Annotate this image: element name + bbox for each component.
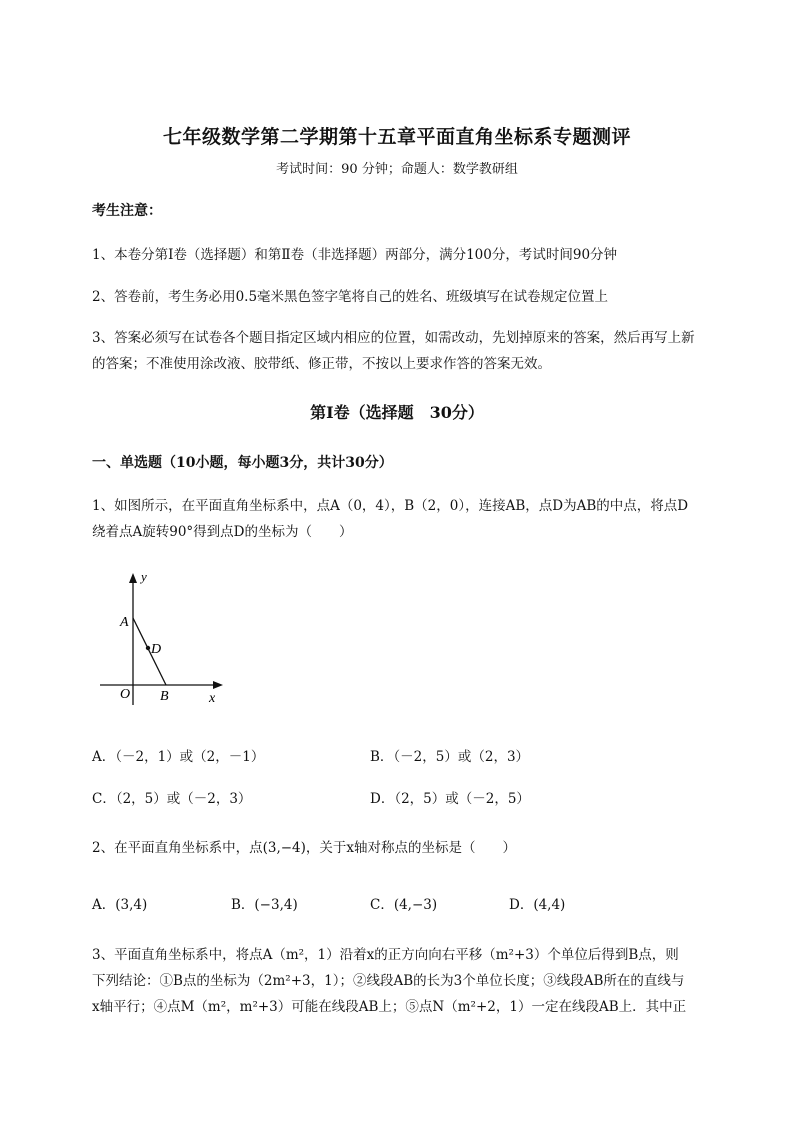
x-axis-arrow-icon [213, 681, 223, 689]
q1-option-d: D．（2，5）或（－2，5） [370, 791, 530, 807]
label-a: A [120, 615, 129, 630]
y-axis-arrow-icon [129, 573, 137, 583]
label-x: x [209, 691, 216, 706]
point-d [146, 646, 150, 650]
exam-info: 考试时间：90 分钟；命题人：数学教研组 [276, 162, 518, 177]
q1-figure [92, 565, 232, 715]
label-y: y [141, 569, 147, 584]
q1-stem-line2: 绕着点A旋转90°得到点D的坐标为（ ） [92, 524, 353, 540]
page-title: 七年级数学第二学期第十五章平面直角坐标系专题测评 [162, 126, 631, 148]
notice-item-3-cont: 的答案；不准使用涂改液、胶带纸、修正带，不按以上要求作答的答案无效。 [92, 356, 551, 372]
label-origin: O [120, 687, 131, 702]
section-title: 第Ⅰ卷（选择题 30分） [310, 403, 484, 422]
q2-option-d: D．(4,4) [509, 897, 566, 913]
notice-item-3: 3、答案必须写在试卷各个题目指定区域内相应的位置，如需改动，先划掉原来的答案，然后再写上新 [92, 330, 695, 346]
q3-stem-line3: x轴平行；④点M（m²，m²+3）可能在线段AB上；⑤点N（m²+2，1）一定在线段AB上．其中正 [92, 999, 687, 1015]
q1-option-b: B．（－2，5）或（2，3） [370, 749, 530, 765]
label-d: D [151, 642, 162, 657]
notice-heading: 考生注意： [92, 203, 162, 219]
q2-option-b: B．(−3,4) [231, 897, 298, 913]
notice-item-2: 2、答卷前，考生务必用0.5毫米黑色签字笔将自己的姓名、班级填写在试卷规定位置上 [92, 289, 609, 305]
part-heading: 一、单选题（10小题，每小题3分，共计30分） [92, 455, 393, 471]
q3-stem-line1: 3、平面直角坐标系中，将点A（m²，1）沿着x的正方向向右平移（m²+3）个单位后得到B点，则 [92, 947, 679, 963]
q3-stem-line2: 下列结论：①B点的坐标为（2m²+3，1）；②线段AB的长为3个单位长度；③线段AB所在的直线与 [92, 973, 685, 989]
label-b: B [160, 689, 169, 704]
q1-option-c: C．（2，5）或（－2，3） [92, 791, 252, 807]
coordinate-diagram [92, 565, 232, 715]
q2-option-c: C．(4,−3) [370, 897, 438, 913]
q2-option-a: A．(3,4) [92, 897, 148, 913]
q1-stem-line1: 1、如图所示，在平面直角坐标系中，点A（0，4），B（2，0），连接AB，点D为AB的中点，将点D [92, 498, 689, 514]
q1-option-a: A．（－2，1）或（2，－1） [92, 749, 265, 765]
q2-stem: 2、在平面直角坐标系中，点(3,−4)，关于x轴对称点的坐标是（ ） [92, 840, 517, 856]
notice-item-1: 1、本卷分第Ⅰ卷（选择题）和第Ⅱ卷（非选择题）两部分，满分100分，考试时间90分钟 [92, 247, 618, 263]
